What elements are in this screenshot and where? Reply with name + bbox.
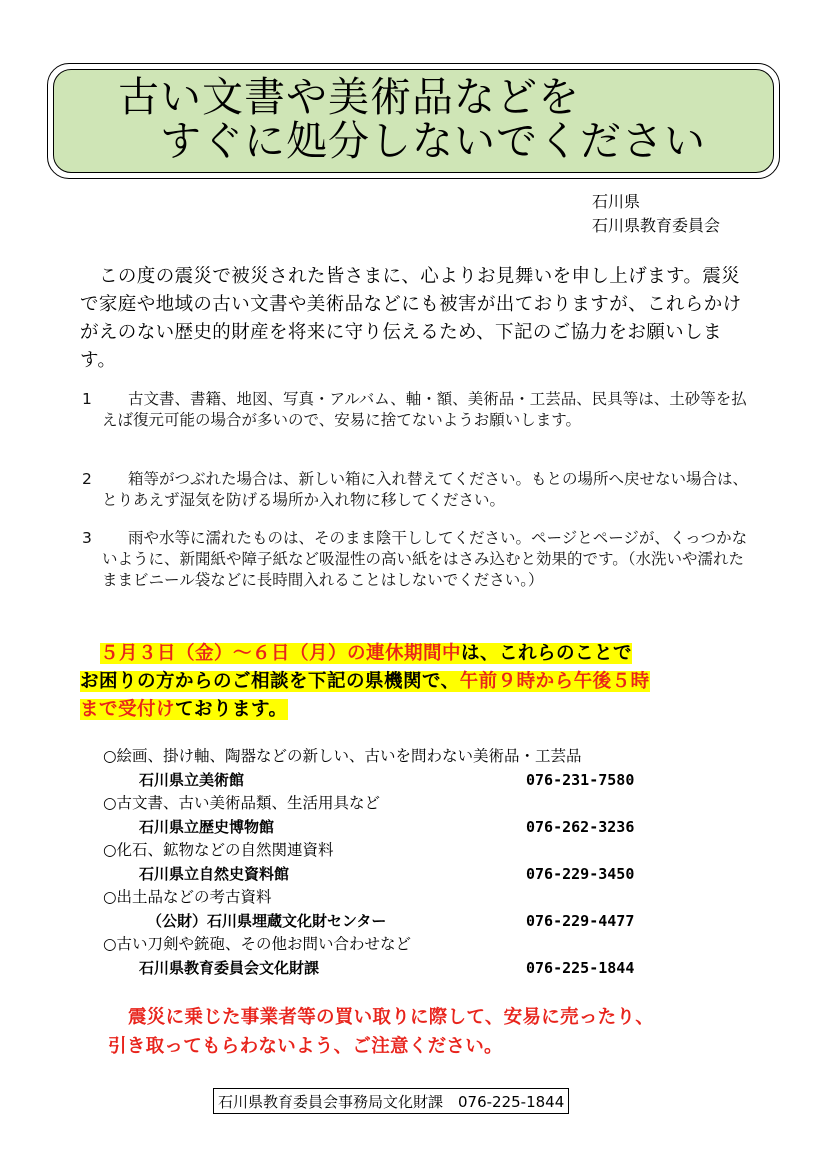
contact-name: 石川県立美術館 xyxy=(139,771,245,789)
contact-list xyxy=(103,745,703,980)
item-number: 2 xyxy=(82,470,92,488)
notice-text: お困りの方からのご相談を下記の県機関で、 xyxy=(80,671,460,692)
page-title-line-1: 古い文書や美術品などを xyxy=(118,73,580,121)
contact-category: ○出土品などの考古資料 xyxy=(103,888,272,906)
item-number: 3 xyxy=(82,529,92,547)
contact-name: 石川県教育委員会文化財課 xyxy=(139,959,320,977)
contact-category: ○古い刀剣や銃砲、その他お問い合わせなど xyxy=(103,935,412,953)
contact-entry xyxy=(103,839,703,886)
contact-name: 石川県立自然史資料館 xyxy=(139,865,290,883)
notice-text: ております。 xyxy=(175,699,288,720)
contact-entry xyxy=(103,745,703,792)
notice-hours-end: まで受付け xyxy=(80,699,176,720)
issuer-board: 石川県教育委員会 xyxy=(592,216,721,235)
list-item xyxy=(82,389,752,431)
contact-phone: 076-229-3450 xyxy=(526,865,635,883)
item-text: 古文書、書籍、地図、写真・アルバム、軸・額、美術品・工芸品、民具等は、土砂等を払えば復元可能の場合が多いので、安易に捨てないようお願いします。 xyxy=(102,390,747,429)
page-title-line-2: すぐに処分しないでください xyxy=(160,117,706,165)
list-item xyxy=(82,528,752,591)
warning-line-2: 引き取ってもらわないよう、ご注意ください。 xyxy=(108,1036,503,1057)
contact-name: 石川県立歴史博物館 xyxy=(139,818,275,836)
contact-phone: 076-262-3236 xyxy=(526,818,635,836)
warning-notice xyxy=(108,1003,768,1061)
contact-phone: 076-229-4477 xyxy=(526,912,635,930)
contact-category: ○絵画、掛け軸、陶器などの新しい、古いを問わない美術品・工芸品 xyxy=(103,747,582,765)
notice-text: は、これらのことで xyxy=(461,643,633,664)
contact-name: （公財）石川県埋蔵文化財センター xyxy=(147,912,387,930)
contact-entry xyxy=(103,933,703,980)
holiday-notice xyxy=(80,640,760,724)
contact-category: ○化石、鉱物などの自然関連資料 xyxy=(103,841,334,859)
contact-phone: 076-231-7580 xyxy=(526,771,635,789)
contact-entry xyxy=(103,886,703,933)
intro-paragraph xyxy=(80,263,752,375)
item-text: 雨や水等に濡れたものは、そのまま陰干ししてください。ページとページが、くっつかないように、新聞紙や障子紙など吸湿性の高い紙をはさみ込むと効果的です。（水洗いや濡れたままビニール袋などに長時間入れることはしないでください。） xyxy=(102,529,748,589)
intro-text: この度の震災で被災された皆さまに、心よりお見舞いを申し上げます。震災で家庭や地域の古い文書や美術品などにも被害が出ておりますが、これらかけがえのない歴史的財産を将来に守り伝えるため、下記のご協力をお願いします。 xyxy=(80,266,742,371)
item-number: 1 xyxy=(82,390,92,408)
contact-phone: 076-225-1844 xyxy=(526,959,635,977)
notice-hours: 午前９時から午後５時 xyxy=(459,671,650,692)
contact-category: ○古文書、古い美術品類、生活用具など xyxy=(103,794,381,812)
warning-line-1: 震災に乗じた事業者等の買い取りに際して、安易に売ったり、 xyxy=(128,1007,655,1028)
footer-contact: 石川県教育委員会事務局文化財課 076-225-1844 xyxy=(213,1088,569,1114)
contact-entry xyxy=(103,792,703,839)
item-text: 箱等がつぶれた場合は、新しい箱に入れ替えてください。もとの場所へ戻せない場合は、とりあえず湿気を防げる場所か入れ物に移してください。 xyxy=(102,470,749,509)
notice-period: ５月３日（金）～６日（月）の連休期間中 xyxy=(100,643,462,664)
list-item xyxy=(82,469,752,511)
issuer-prefecture: 石川県 xyxy=(592,192,641,211)
